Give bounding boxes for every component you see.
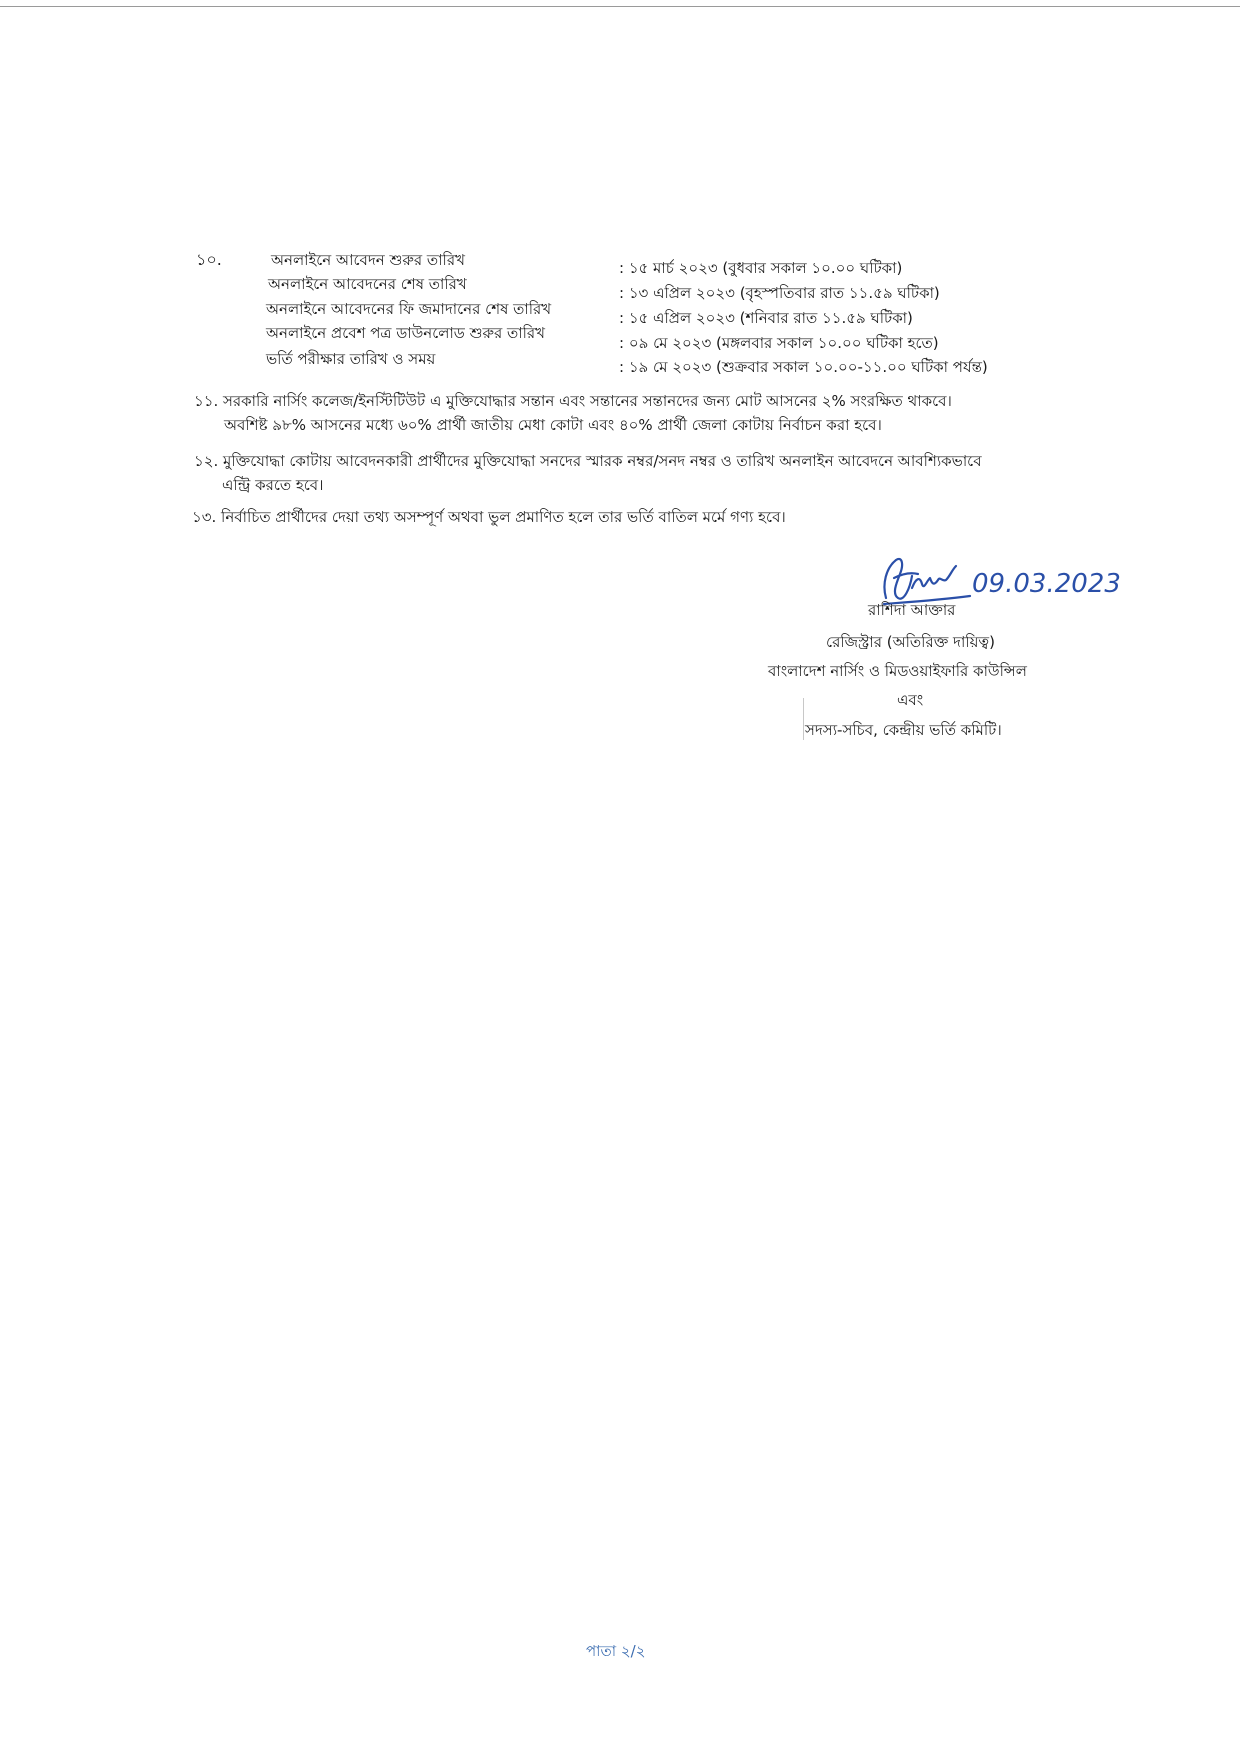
item-10-value-2: : ১৩ এপ্রিল ২০২৩ (বৃহস্পতিবার রাত ১১.৫৯ ঘটিকা) bbox=[619, 284, 940, 302]
svg-text:09.03.2023: 09.03.2023 bbox=[972, 569, 1121, 599]
item-11-line-2: অবশিষ্ট ৯৮% আসনের মধ্যে ৬০% প্রার্থী জাতীয় মেধা কোটা এবং ৪০% প্রার্থী জেলা কোটায় নির্বাচন করা হবে। bbox=[224, 416, 882, 434]
top-rule bbox=[0, 6, 1240, 7]
item-10-number: ১০. bbox=[196, 250, 222, 269]
item-10-label-5: ভর্তি পরীক্ষার তারিখ ও সময় bbox=[266, 350, 436, 368]
signatory-conjunction: এবং bbox=[897, 691, 924, 709]
scan-margin-line bbox=[803, 698, 804, 740]
item-10-label-4: অনলাইনে প্রবেশ পত্র ডাউনলোড শুরুর তারিখ bbox=[266, 324, 546, 342]
page-number: পাতা ২/২ bbox=[586, 1642, 646, 1660]
item-12-line-1: ১২. মুক্তিযোদ্ধা কোটায় আবেদনকারী প্রার্থীদের মুক্তিযোদ্ধা সনদের স্মারক নম্বর/সনদ নম্বর ও তারিখ অনলাইন আবেদনে আবশ্যিকভাবে bbox=[194, 452, 982, 470]
signatory-name: রাশিদা আক্তার bbox=[868, 601, 956, 619]
item-10-label-2: অনলাইনে আবেদনের শেষ তারিখ bbox=[268, 275, 467, 293]
item-10-value-1: : ১৫ মার্চ ২০২৩ (বুধবার সকাল ১০.০০ ঘটিকা) bbox=[619, 259, 903, 277]
item-10-value-4: : ০৯ মে ২০২৩ (মঙ্গলবার সকাল ১০.০০ ঘটিকা হতে) bbox=[619, 334, 939, 352]
signatory-organization: বাংলাদেশ নার্সিং ও মিডওয়াইফারি কাউন্সিল bbox=[768, 662, 1027, 680]
item-10-value-3: : ১৫ এপ্রিল ২০২৩ (শনিবার রাত ১১.৫৯ ঘটিকা) bbox=[619, 309, 913, 327]
signatory-title: রেজিস্ট্রার (অতিরিক্ত দায়িত্ব) bbox=[826, 633, 995, 651]
item-10-label-1: অনলাইনে আবেদন শুরুর তারিখ bbox=[271, 251, 465, 269]
item-10-value-5: : ১৯ মে ২০২৩ (শুক্রবার সকাল ১০.০০-১১.০০ ঘটিকা পর্যন্ত) bbox=[619, 358, 988, 376]
item-13-line-1: ১৩. নির্বাচিত প্রার্থীদের দেয়া তথ্য অসম্পূর্ণ অথবা ভুল প্রমাণিত হলে তার ভর্তি বাতিল মর্মে গণ্য হবে। bbox=[192, 508, 786, 526]
item-12-line-2: এন্ট্রি করতে হবে। bbox=[222, 476, 324, 494]
signatory-role: সদস্য-সচিব, কেন্দ্রীয় ভর্তি কমিটি। bbox=[805, 721, 1002, 739]
item-10-label-3: অনলাইনে আবেদনের ফি জমাদানের শেষ তারিখ bbox=[266, 300, 552, 318]
item-11-line-1: ১১. সরকারি নার্সিং কলেজ/ইনস্টিটিউট এ মুক্তিযোদ্ধার সন্তান এবং সন্তানের সন্তানদের জন্য মোট আসনের ২% সংরক্ষিত থাকবে। bbox=[194, 392, 952, 410]
